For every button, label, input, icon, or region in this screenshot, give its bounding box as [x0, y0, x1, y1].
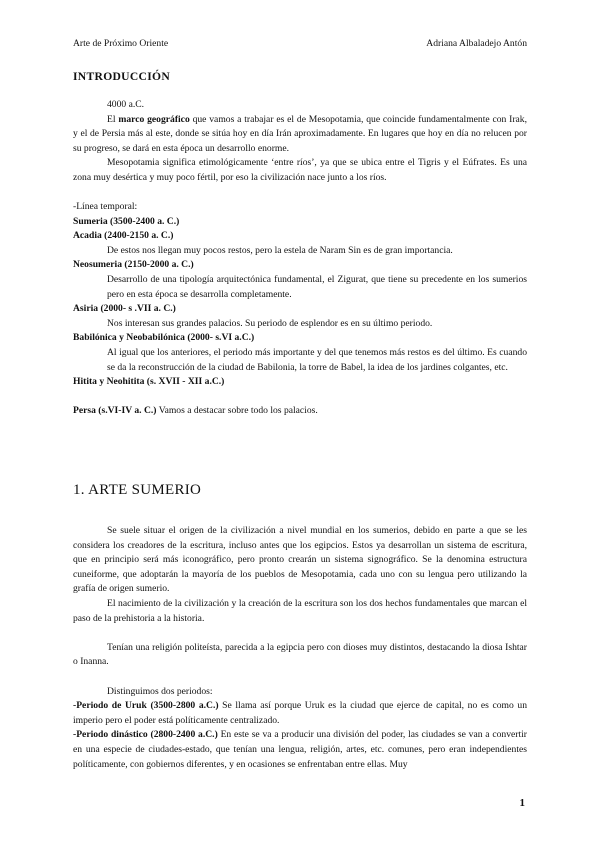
- timeline-item: [73, 258, 527, 273]
- intro-p1-rest: que vamos a trabajar es el de Mesopotamia, que coincide fundamentalmente con Irak, y el de Persia más al este, donde se sitúa hoy en día Irán aproximadamente. En lugares que hoy en día no relucen por su progreso, se dará en esta época un desarrollo enorme.: [73, 113, 527, 154]
- timeline-item-title: Asiria (2000- s .VII a. C.): [73, 303, 176, 315]
- timeline-item: [73, 375, 527, 390]
- spacer: [73, 670, 527, 685]
- introduction-heading: INTRODUCCIÓN: [73, 70, 171, 83]
- timeline-item-title: Sumeria (3500-2400 a. C.): [73, 215, 180, 227]
- timeline-item-title: Babilónica y Neobabilónica (2000- s.VI a.C.): [73, 332, 255, 344]
- timeline-label: -Línea temporal:: [73, 201, 138, 212]
- timeline-section: [73, 200, 527, 419]
- timeline-item-description: Nos interesan sus grandes palacios. Su periodo de esplendor es en su último periodo.: [107, 317, 433, 329]
- intro-date: 4000 a.C.: [107, 99, 145, 110]
- period-uruk-description: Se llama así porque Uruk es la ciudad que ejerce de capital, no es como un imperio pero el poder está políticamente centralizado.: [73, 700, 527, 726]
- timeline-item: [73, 229, 527, 244]
- timeline-item-title: Neosumeria (2150-2000 a. C.): [73, 259, 194, 271]
- period-dinastico-title: -Periodo dinástico (2800-2400 a.C.): [73, 729, 218, 741]
- section-title: 1. ARTE SUMERIO: [73, 482, 202, 498]
- timeline-item: [73, 331, 527, 346]
- period-dinastico: [73, 728, 527, 772]
- timeline-item-description: Desarrollo de una tipología arquitectónica fundamental, el Zigurat, que tiene su precedente en los sumerios pero en esta época se desarrolla completamente.: [107, 273, 527, 300]
- section-1-paragraph-1: Se suele situar el origen de la civilización a nivel mundial en los sumerios, debido en parte a que se les considera los creadores de la escritura, incluso antes que los egipcios. Estos ya desarrollan un sistema de escritura, que en principio será más iconográfico, pero pronto crearán un sistema signográfico. Se la denomina estructura cuneiforme, que adoptarán la mayoría de los pueblos de Mesopotamia, cada uno con su lengua pero utilizando la grafía de origen sumerio.: [73, 525, 527, 595]
- timeline-item: [73, 302, 527, 317]
- timeline-item-description: Al igual que los anteriores, el periodo más importante y del que tenemos más restos es del último. Es cuando se da la reconstrucción de la ciudad de Babilonia, la torre de Babel, la idea de los jardines colgantes, etc.: [107, 346, 527, 373]
- periods-intro: Distinguimos dos periodos:: [107, 685, 213, 697]
- intro-p1-lead: El: [107, 113, 119, 125]
- spacer: [73, 390, 527, 405]
- section-1-body: [73, 524, 527, 772]
- timeline-persa-description: Vamos a destacar sobre todo los palacios.: [156, 405, 318, 417]
- timeline-item-title: Hitita y Neohitita (s. XVII - XII a.C.): [73, 376, 225, 388]
- period-uruk-title: -Periodo de Uruk (3500-2800 a.C.): [73, 700, 219, 712]
- timeline-persa-title: Persa (s.VI-IV a. C.): [73, 405, 157, 417]
- timeline-item-title: Acadia (2400-2150 a. C.): [73, 230, 174, 242]
- intro-p1-bold: marco geográfico: [118, 113, 190, 125]
- section-1-paragraph-3: Tenían una religión politeísta, parecida a la egipcia pero con dioses muy distintos, destacando la diosa Ishtar o Inanna.: [73, 641, 527, 668]
- intro-paragraph-1: [73, 113, 527, 157]
- header-course-title: Arte de Próximo Oriente: [73, 38, 169, 49]
- section-1-paragraph-2: El nacimiento de la civilización y la creación de la escritura son los dos hechos fundamentales que marcan el paso de la prehistoria a la historia.: [73, 597, 527, 624]
- header-author: Adriana Albaladejo Antón: [426, 38, 527, 49]
- introduction-section: [73, 70, 527, 85]
- intro-paragraph-2: Mesopotamia significa etimológicamente ‘entre ríos’, ya que se ubica entre el Tigris y el Eúfrates. Es una zona muy desértica y muy poco fértil, por eso la civilización nace junto a los ríos.: [73, 157, 527, 183]
- spacer: [73, 626, 527, 641]
- page-header: [73, 38, 527, 49]
- page-number: 1: [519, 797, 525, 809]
- period-dinastico-description: En este se va a producir una división del poder, las ciudades se van a convertir en una especie de ciudades-estado, que tenían una lengua, religión, artes, etc. comunes, pero eran independientes políticamente, con gobiernos diferentes, y en ocasiones se enfrentaban entre ellas. Muy: [73, 729, 527, 770]
- timeline-item-description: De estos nos llegan muy pocos restos, pero la estela de Naram Sin es de gran importancia.: [107, 244, 453, 256]
- introduction-body: [73, 98, 527, 186]
- period-uruk: [73, 699, 527, 728]
- timeline-persa: [73, 404, 527, 419]
- timeline-item: [73, 215, 527, 230]
